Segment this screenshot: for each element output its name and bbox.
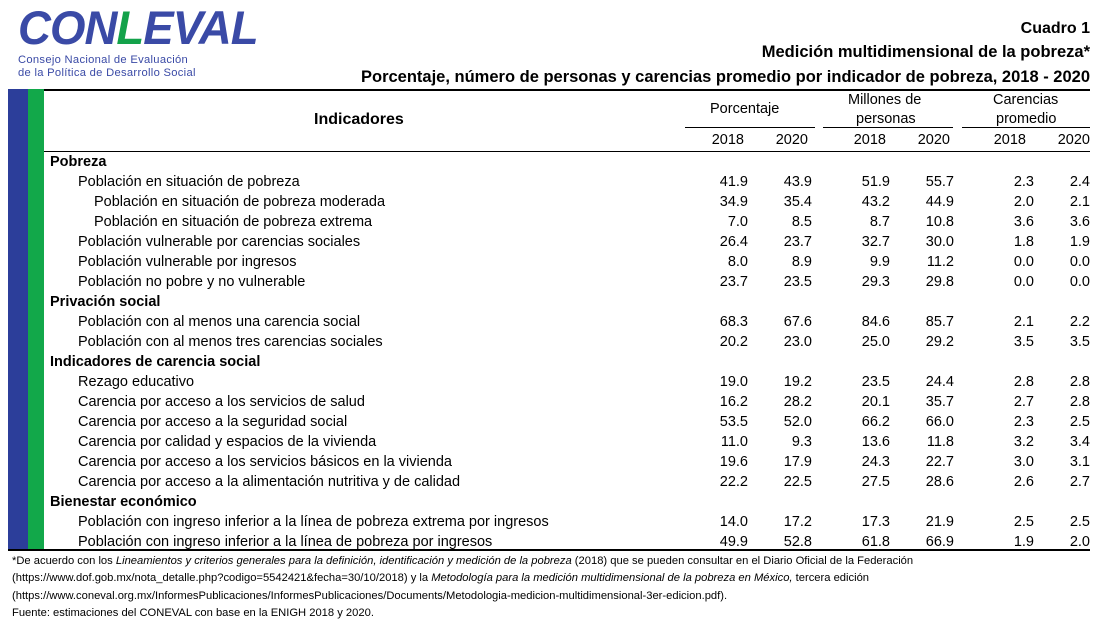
group-carencias-line2: promedio (996, 111, 1057, 127)
value-cell: 8.0 (727, 254, 748, 270)
indicator-label: Población en situación de pobreza moderada (94, 194, 386, 210)
section-label: Indicadores de carencia social (50, 354, 261, 370)
indicator-label: Población con ingreso inferior a la línea de pobreza extrema por ingresos (78, 514, 549, 530)
value-cell: 19.6 (719, 454, 748, 470)
value-cell: 22.7 (925, 454, 954, 470)
value-cell: 2.3 (1013, 174, 1034, 190)
carencias-rule (962, 127, 1090, 128)
value-cell: 53.5 (719, 414, 748, 430)
footnote-italic: Metodología para la medición multidimensional de la pobreza en México, (431, 572, 793, 585)
table-row (44, 232, 1090, 252)
year-header: 2018 (993, 132, 1026, 148)
section-label: Bienestar económico (50, 494, 197, 510)
value-cell: 67.6 (783, 314, 812, 330)
logo-word-part-a: CON (18, 1, 117, 54)
table-row (44, 172, 1090, 192)
value-cell: 2.2 (1069, 314, 1090, 330)
value-cell: 0.0 (1069, 274, 1090, 290)
value-cell: 28.2 (783, 394, 812, 410)
table-row (44, 272, 1090, 292)
value-cell: 32.7 (861, 234, 890, 250)
footnote-line-3: (https://www.coneval.org.mx/InformesPublicaciones/InformesPublicaciones/Documents/Metodologia-medicion-multidimensional-3er-edicion.pdf). (12, 589, 728, 602)
value-cell: 22.2 (719, 474, 748, 490)
value-cell: 23.7 (719, 274, 748, 290)
value-cell: 66.9 (925, 534, 954, 550)
table-row (44, 372, 1090, 392)
group-millones-line2: personas (856, 111, 916, 127)
logo-subtitle-1: Consejo Nacional de Evaluación (18, 54, 189, 66)
value-cell: 2.1 (1069, 194, 1090, 210)
table-row (44, 452, 1090, 472)
value-cell: 1.9 (1013, 534, 1034, 550)
footnote-source: Fuente: estimaciones del CONEVAL con base en la ENIGH 2018 y 2020. (12, 606, 374, 619)
table-row (44, 192, 1090, 212)
indicator-label: Población en situación de pobreza extrema (94, 214, 373, 230)
section-label: Pobreza (50, 154, 107, 170)
value-cell: 28.6 (925, 474, 954, 490)
value-cell: 24.3 (861, 454, 890, 470)
table-row (44, 512, 1090, 532)
logo-word-accent: L (116, 1, 144, 54)
indicator-label: Carencia por acceso a los servicios básicos en la vivienda (78, 454, 452, 470)
value-cell: 52.8 (783, 534, 812, 550)
value-cell: 1.9 (1069, 234, 1090, 250)
table-row (44, 392, 1090, 412)
value-cell: 3.6 (1069, 214, 1090, 230)
table-row (44, 312, 1090, 332)
value-cell: 2.8 (1069, 374, 1090, 390)
indicator-label: Población vulnerable por carencias sociales (78, 234, 361, 250)
year-header: 2018 (853, 132, 886, 148)
value-cell: 41.9 (719, 174, 748, 190)
indicator-label: Población en situación de pobreza (78, 174, 300, 190)
value-cell: 23.7 (783, 234, 812, 250)
table-row (44, 432, 1090, 452)
value-cell: 0.0 (1013, 254, 1034, 270)
value-cell: 3.0 (1013, 454, 1034, 470)
value-cell: 52.0 (783, 414, 812, 430)
value-cell: 44.9 (925, 194, 954, 210)
group-carencias-line1: Carencias (993, 92, 1059, 108)
value-cell: 2.3 (1013, 414, 1034, 430)
table-row (44, 412, 1090, 432)
value-cell: 16.2 (719, 394, 748, 410)
value-cell: 11.8 (926, 434, 954, 450)
value-cell: 17.9 (783, 454, 812, 470)
value-cell: 3.5 (1069, 334, 1090, 350)
porcentaje-rule (685, 127, 815, 128)
value-cell: 11.2 (926, 254, 954, 270)
table-row (44, 472, 1090, 492)
indicator-label: Población no pobre y no vulnerable (78, 274, 306, 290)
value-cell: 0.0 (1013, 274, 1034, 290)
indicator-label: Población con al menos una carencia social (78, 314, 361, 330)
value-cell: 3.6 (1013, 214, 1034, 230)
value-cell: 2.1 (1013, 314, 1034, 330)
footnotes (12, 553, 1098, 622)
value-cell: 11.0 (720, 434, 748, 450)
footnote-text: (https://www.dof.gob.mx/nota_detalle.php?codigo=5542421&fecha=30/10/2018) y la (12, 572, 432, 585)
value-cell: 23.5 (783, 274, 812, 290)
section-row (44, 152, 1090, 172)
value-cell: 2.8 (1069, 394, 1090, 410)
indicator-label: Carencia por calidad y espacios de la vivienda (78, 434, 377, 450)
footnote-line-1 (12, 553, 1098, 570)
value-cell: 8.9 (791, 254, 812, 270)
page-title: Medición multidimensional de la pobreza* (761, 43, 1090, 61)
value-cell: 7.0 (727, 214, 748, 230)
value-cell: 8.5 (791, 214, 812, 230)
value-cell: 23.0 (783, 334, 812, 350)
value-cell: 25.0 (861, 334, 890, 350)
value-cell: 0.0 (1069, 254, 1090, 270)
table-row (44, 212, 1090, 232)
value-cell: 61.8 (861, 534, 890, 550)
indicator-label: Población con al menos tres carencias sociales (78, 334, 383, 350)
logo-word-part-b: EVAL (143, 1, 258, 54)
value-cell: 2.6 (1013, 474, 1034, 490)
value-cell: 49.9 (719, 534, 748, 550)
value-cell: 19.2 (783, 374, 812, 390)
value-cell: 35.7 (925, 394, 954, 410)
value-cell: 26.4 (719, 234, 748, 250)
indicator-label: Rezago educativo (78, 374, 195, 390)
section-row (44, 292, 1090, 312)
value-cell: 3.5 (1013, 334, 1034, 350)
year-header: 2020 (1057, 132, 1090, 148)
indicator-label: Carencia por acceso a la seguridad social (78, 414, 348, 430)
value-cell: 27.5 (861, 474, 890, 490)
indicator-label: Carencia por acceso a los servicios de salud (78, 394, 365, 410)
footnote-text: (2018) que se pueden consultar en el Diario Oficial de la Federación (571, 555, 914, 567)
value-cell: 85.7 (925, 314, 954, 330)
value-cell: 2.8 (1013, 374, 1034, 390)
logo-wordmark (18, 1, 258, 54)
value-cell: 51.9 (861, 174, 890, 190)
value-cell: 55.7 (925, 174, 954, 190)
value-cell: 29.3 (861, 274, 890, 290)
value-cell: 9.3 (791, 434, 812, 450)
value-cell: 2.7 (1069, 474, 1090, 490)
value-cell: 22.5 (783, 474, 812, 490)
value-cell: 43.9 (783, 174, 812, 190)
year-header: 2018 (711, 132, 744, 148)
value-cell: 17.3 (861, 514, 890, 530)
value-cell: 20.2 (719, 334, 748, 350)
value-cell: 1.8 (1013, 234, 1034, 250)
value-cell: 13.6 (861, 434, 890, 450)
value-cell: 43.2 (861, 194, 890, 210)
footnote-italic: Lineamientos y criterios generales para la definición, identificación y medición de la pobreza (115, 555, 572, 567)
indicator-label: Población con ingreso inferior a la línea de pobreza por ingresos (78, 534, 493, 550)
value-cell: 2.7 (1013, 394, 1034, 410)
value-cell: 66.2 (861, 414, 890, 430)
table-row (44, 332, 1090, 352)
cuadro-label: Cuadro 1 (1020, 20, 1090, 37)
page-subtitle: Porcentaje, número de personas y carencias promedio por indicador de pobreza, 2018 - 2020 (360, 68, 1090, 86)
indicator-label: Carencia por acceso a la alimentación nutritiva y de calidad (78, 474, 461, 490)
value-cell: 20.1 (861, 394, 890, 410)
value-cell: 8.7 (869, 214, 890, 230)
value-cell: 21.9 (925, 514, 954, 530)
value-cell: 3.4 (1069, 434, 1090, 450)
blue-side-bar (8, 89, 28, 549)
value-cell: 24.4 (925, 374, 954, 390)
value-cell: 68.3 (719, 314, 748, 330)
value-cell: 84.6 (861, 314, 890, 330)
value-cell: 19.0 (719, 374, 748, 390)
value-cell: 17.2 (783, 514, 812, 530)
value-cell: 2.0 (1069, 534, 1090, 550)
footnote-text: tercera edición (792, 572, 870, 585)
table-row (44, 252, 1090, 272)
section-label: Privación social (50, 294, 161, 310)
value-cell: 2.5 (1013, 514, 1034, 530)
footnote-text: *De acuerdo con los (12, 555, 116, 567)
value-cell: 35.4 (783, 194, 812, 210)
value-cell: 29.2 (925, 334, 954, 350)
value-cell: 34.9 (719, 194, 748, 210)
section-row (44, 492, 1090, 512)
group-porcentaje: Porcentaje (710, 101, 780, 117)
table-top-rule (44, 89, 1090, 91)
col-indicadores: Indicadores (314, 111, 404, 128)
value-cell: 14.0 (719, 514, 748, 530)
coneval-logo (18, 1, 258, 79)
section-row (44, 352, 1090, 372)
value-cell: 2.5 (1069, 414, 1090, 430)
value-cell: 23.5 (861, 374, 890, 390)
group-millones-line1: Millones de (848, 92, 922, 108)
value-cell: 9.9 (869, 254, 890, 270)
footnote-line-2 (12, 570, 1098, 587)
table-row (44, 532, 1090, 552)
value-cell: 2.0 (1013, 194, 1034, 210)
value-cell: 3.1 (1069, 454, 1090, 470)
value-cell: 29.8 (925, 274, 954, 290)
millones-rule (823, 127, 953, 128)
indicator-label: Población vulnerable por ingresos (78, 254, 297, 270)
value-cell: 2.4 (1069, 174, 1090, 190)
logo-subtitle-2: de la Política de Desarrollo Social (18, 66, 196, 79)
value-cell: 66.0 (925, 414, 954, 430)
year-header: 2020 (775, 132, 808, 148)
table-body (44, 152, 1090, 552)
value-cell: 3.2 (1013, 434, 1034, 450)
year-header: 2020 (917, 132, 950, 148)
green-side-bar (28, 89, 44, 549)
value-cell: 2.5 (1069, 514, 1090, 530)
value-cell: 30.0 (925, 234, 954, 250)
value-cell: 10.8 (925, 214, 954, 230)
